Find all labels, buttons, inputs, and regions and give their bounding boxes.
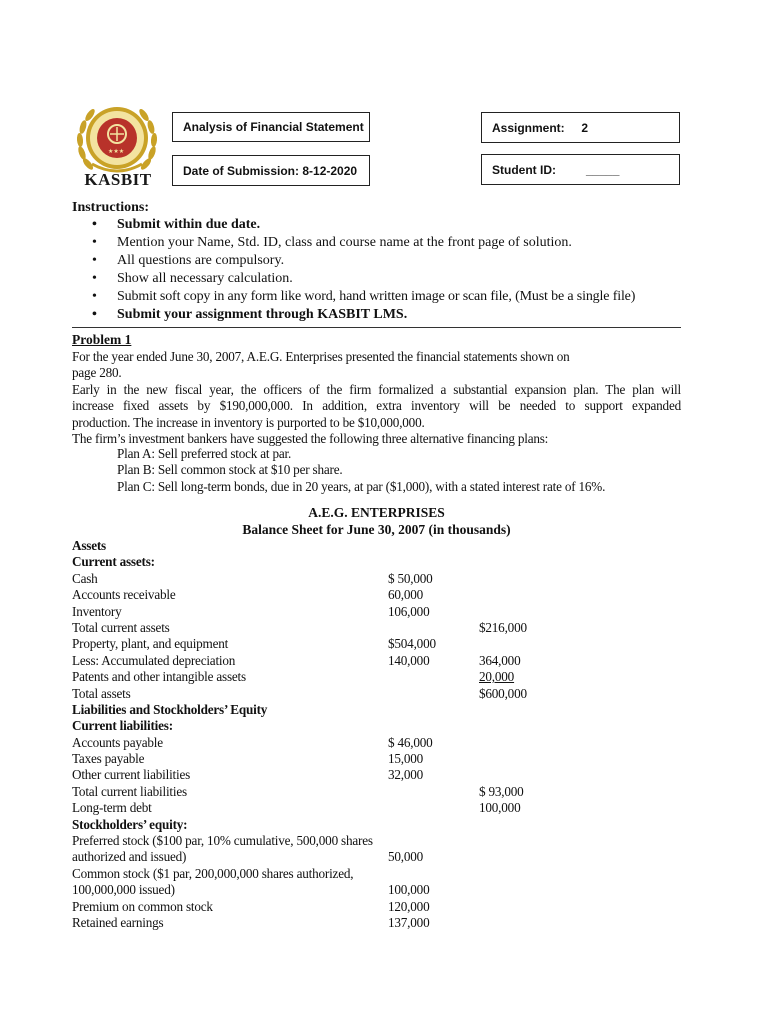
svg-text:★★★: ★★★	[108, 148, 125, 155]
balance-sheet-row	[72, 784, 681, 800]
row-amount: 106,000	[388, 603, 430, 619]
balance-sheet-row	[72, 767, 681, 783]
row-amount: 15,000	[388, 751, 424, 767]
balance-sheet-row	[72, 817, 681, 833]
problem-title: Problem 1	[72, 332, 132, 347]
row-label: authorized and issued)	[72, 849, 187, 865]
row-total: $600,000	[479, 685, 527, 701]
row-total: $216,000	[479, 619, 527, 635]
row-label: Current assets:	[72, 554, 155, 570]
balance-sheet-row	[72, 587, 681, 603]
balance-sheet-row	[72, 849, 681, 865]
row-label: Less: Accumulated depreciation	[72, 652, 236, 668]
row-amount: 60,000	[388, 587, 424, 603]
row-amount: 140,000	[388, 652, 430, 668]
row-label: Accounts payable	[72, 734, 163, 750]
balance-sheet-row	[72, 751, 681, 767]
balance-sheet-row	[72, 735, 681, 751]
submission-date-box: Date of Submission: 8-12-2020	[172, 155, 370, 186]
student-id-box	[481, 154, 680, 185]
section-divider	[72, 327, 681, 328]
problem-line: page 280.	[72, 365, 122, 381]
balance-sheet-table	[72, 538, 681, 931]
row-label: Long-term debt	[72, 800, 152, 816]
row-label: Current liabilities:	[72, 718, 173, 734]
row-label: Common stock ($1 par, 200,000,000 shares authorized,	[72, 865, 354, 881]
problem-line: The firm’s investment bankers have suggested the following three alternative financing plans:	[72, 431, 549, 447]
instruction-item: • Mention your Name, Std. ID, class and course name at the front page of solution.	[72, 234, 692, 252]
balance-sheet-row	[72, 899, 681, 915]
instruction-item: • Submit your assignment through KASBIT LMS.	[72, 306, 692, 324]
problem-line: production. The increase in inventory is purported to be $10,000,000.	[72, 414, 425, 430]
row-label: Stockholders’ equity:	[72, 816, 188, 832]
instructions-list	[72, 216, 692, 324]
problem-line: Early in the new fiscal year, the officers of the firm formalized a substantial expansion plan. The plan will	[72, 381, 681, 397]
row-label: Patents and other intangible assets	[72, 669, 246, 685]
row-label: Total current assets	[72, 619, 170, 635]
instruction-item: • All questions are compulsory.	[72, 252, 692, 270]
balance-sheet-row	[72, 653, 681, 669]
balance-sheet-row	[72, 866, 681, 882]
instruction-item: • Show all necessary calculation.	[72, 270, 692, 288]
row-label: Other current liabilities	[72, 767, 191, 783]
row-amount: 100,000	[388, 882, 430, 898]
assignment-label: Assignment: 2	[492, 120, 589, 135]
problem-intro	[72, 349, 681, 447]
problem-line: increase fixed assets by $190,000,000. In addition, extra inventory will be needed to support expanded	[72, 398, 681, 414]
row-label: Taxes payable	[72, 751, 145, 767]
balance-sheet-row	[72, 604, 681, 620]
balance-sheet-row	[72, 538, 681, 554]
balance-sheet-row	[72, 915, 681, 931]
financing-plans	[117, 446, 605, 495]
row-label: Liabilities and Stockholders’ Equity	[72, 701, 268, 717]
company-name: A.E.G. ENTERPRISES	[308, 505, 445, 520]
balance-sheet-row	[72, 571, 681, 587]
assignment-box	[481, 112, 680, 143]
balance-sheet-row	[72, 636, 681, 652]
problem-line: For the year ended June 30, 2007, A.E.G. Enterprises presented the financial statements shown on	[72, 349, 570, 364]
instruction-item: • Submit soft copy in any form like word, hand written image or scan file, (Must be a single file)	[72, 288, 692, 306]
balance-sheet-row	[72, 882, 681, 898]
row-total: 364,000	[479, 652, 521, 668]
balance-sheet-row	[72, 620, 681, 636]
row-label: Retained earnings	[72, 914, 164, 930]
row-amount: 32,000	[388, 767, 424, 783]
plan-item: Plan A: Sell preferred stock at par.	[117, 446, 292, 461]
row-amount: 120,000	[388, 898, 430, 914]
row-label: Cash	[72, 570, 98, 586]
balance-sheet-row	[72, 554, 681, 570]
balance-sheet-row	[72, 800, 681, 816]
balance-sheet-row	[72, 833, 681, 849]
balance-sheet-row	[72, 686, 681, 702]
row-amount: $ 46,000	[388, 734, 433, 750]
instruction-item: • Submit within due date.	[72, 216, 692, 234]
student-id-value: _____	[586, 162, 620, 177]
row-label: Inventory	[72, 603, 122, 619]
row-label: Preferred stock ($100 par, 10% cumulative, 500,000 shares	[72, 833, 373, 849]
row-total: 20,000	[479, 669, 515, 685]
plan-item: Plan B: Sell common stock at $10 per share.	[117, 462, 343, 478]
row-label: Premium on common stock	[72, 898, 213, 914]
row-amount: 137,000	[388, 914, 430, 930]
row-label: 100,000,000 issued)	[72, 882, 175, 898]
row-total: 100,000	[479, 800, 521, 816]
row-label: Assets	[72, 538, 106, 553]
row-amount: 50,000	[388, 849, 424, 865]
balance-sheet-title: Balance Sheet for June 30, 2007 (in thousands)	[242, 522, 511, 537]
logo-wordmark: KASBIT	[84, 170, 152, 189]
plan-item: Plan C: Sell long-term bonds, due in 20 years, at par ($1,000), with a stated interest rate of 16%.	[117, 478, 606, 494]
row-label: Accounts receivable	[72, 587, 176, 603]
row-label: Property, plant, and equipment	[72, 636, 229, 652]
row-amount: $ 50,000	[388, 570, 433, 586]
balance-sheet-row	[72, 702, 681, 718]
row-total: $ 93,000	[479, 783, 524, 799]
course-box: Analysis of Financial Statement	[172, 112, 370, 142]
balance-sheet-row	[72, 718, 681, 734]
row-amount: $504,000	[388, 636, 436, 652]
instructions-heading: Instructions:	[72, 200, 150, 215]
balance-sheet-row	[72, 669, 681, 685]
student-id-label: Student ID:	[492, 162, 556, 177]
row-label: Total assets	[72, 685, 131, 701]
row-label: Total current liabilities	[72, 783, 187, 799]
